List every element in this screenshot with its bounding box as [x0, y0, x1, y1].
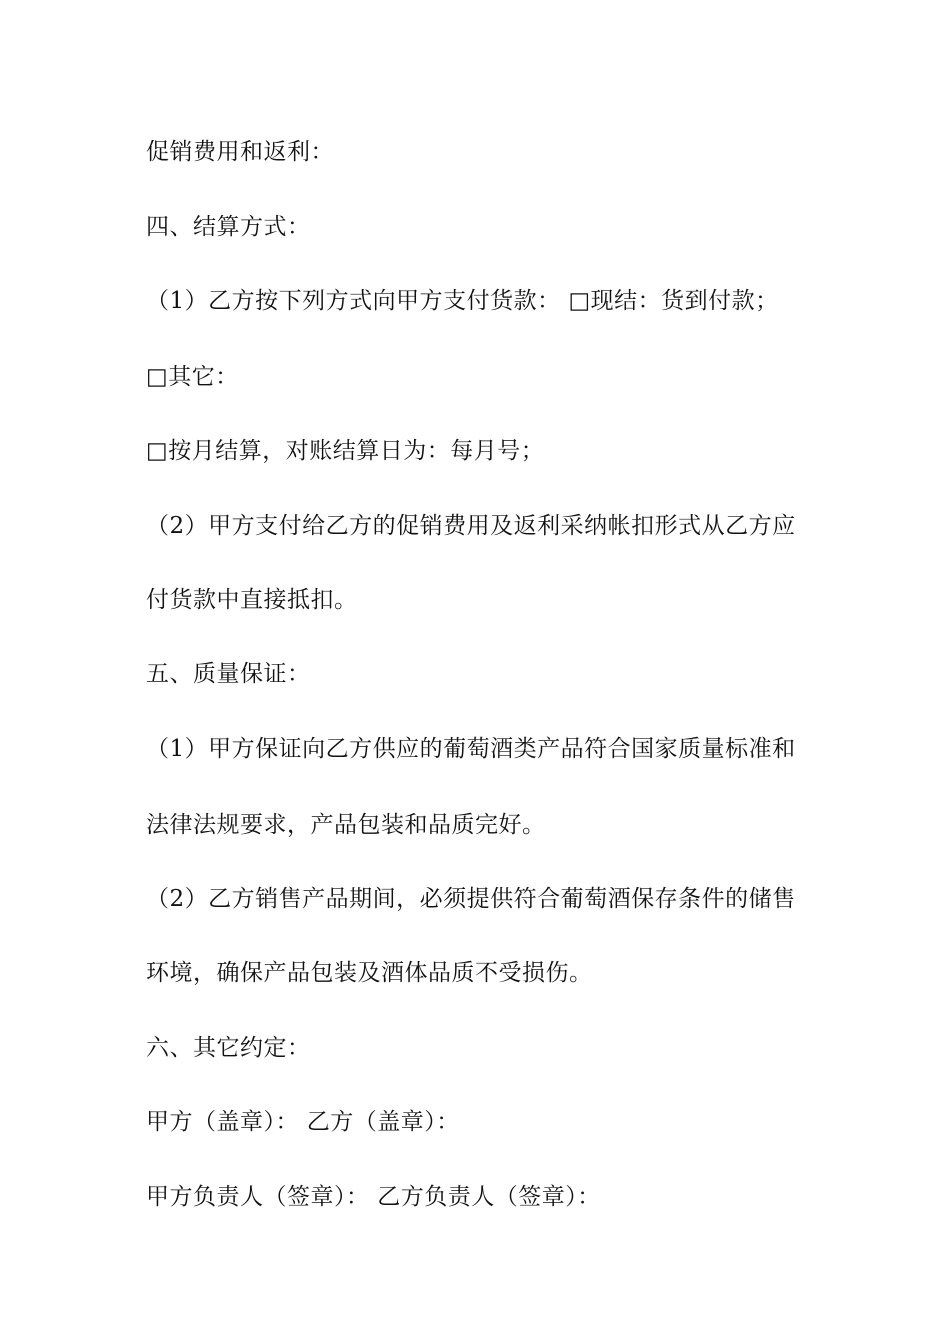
text-promo-fees: 促销费用和返利： [146, 139, 334, 165]
text-signatory-parties: 甲方负责人（签章）： 乙方负责人（签章）： [146, 1184, 601, 1210]
text-settlement-other: □其它： [146, 364, 239, 390]
text-quality-1b: 法律法规要求，产品包装和品质完好。 [146, 812, 546, 838]
heading-other: 六、其它约定： [146, 1035, 311, 1061]
text-quality-2a: （2）乙方销售产品期间，必须提供符合葡萄酒保存条件的储售 [146, 886, 796, 912]
text-settlement-monthly: □按月结算，对账结算日为：每月号； [146, 438, 545, 464]
heading-quality: 五、质量保证： [146, 661, 311, 687]
text-settlement-2a: （2）甲方支付给乙方的促销费用及返利采纳帐扣形式从乙方应 [146, 513, 796, 539]
text-settlement-1: （1）乙方按下列方式向甲方支付货款： □现结：货到付款； [146, 288, 779, 314]
text-settlement-2b: 付货款中直接抵扣。 [146, 587, 358, 613]
text-quality-1a: （1）甲方保证向乙方供应的葡萄酒类产品符合国家质量标准和 [146, 736, 796, 762]
text-quality-2b: 环境，确保产品包装及酒体品质不受损伤。 [146, 960, 593, 986]
heading-settlement: 四、结算方式： [146, 214, 311, 240]
text-seal-parties: 甲方（盖章）： 乙方（盖章）： [146, 1109, 460, 1135]
